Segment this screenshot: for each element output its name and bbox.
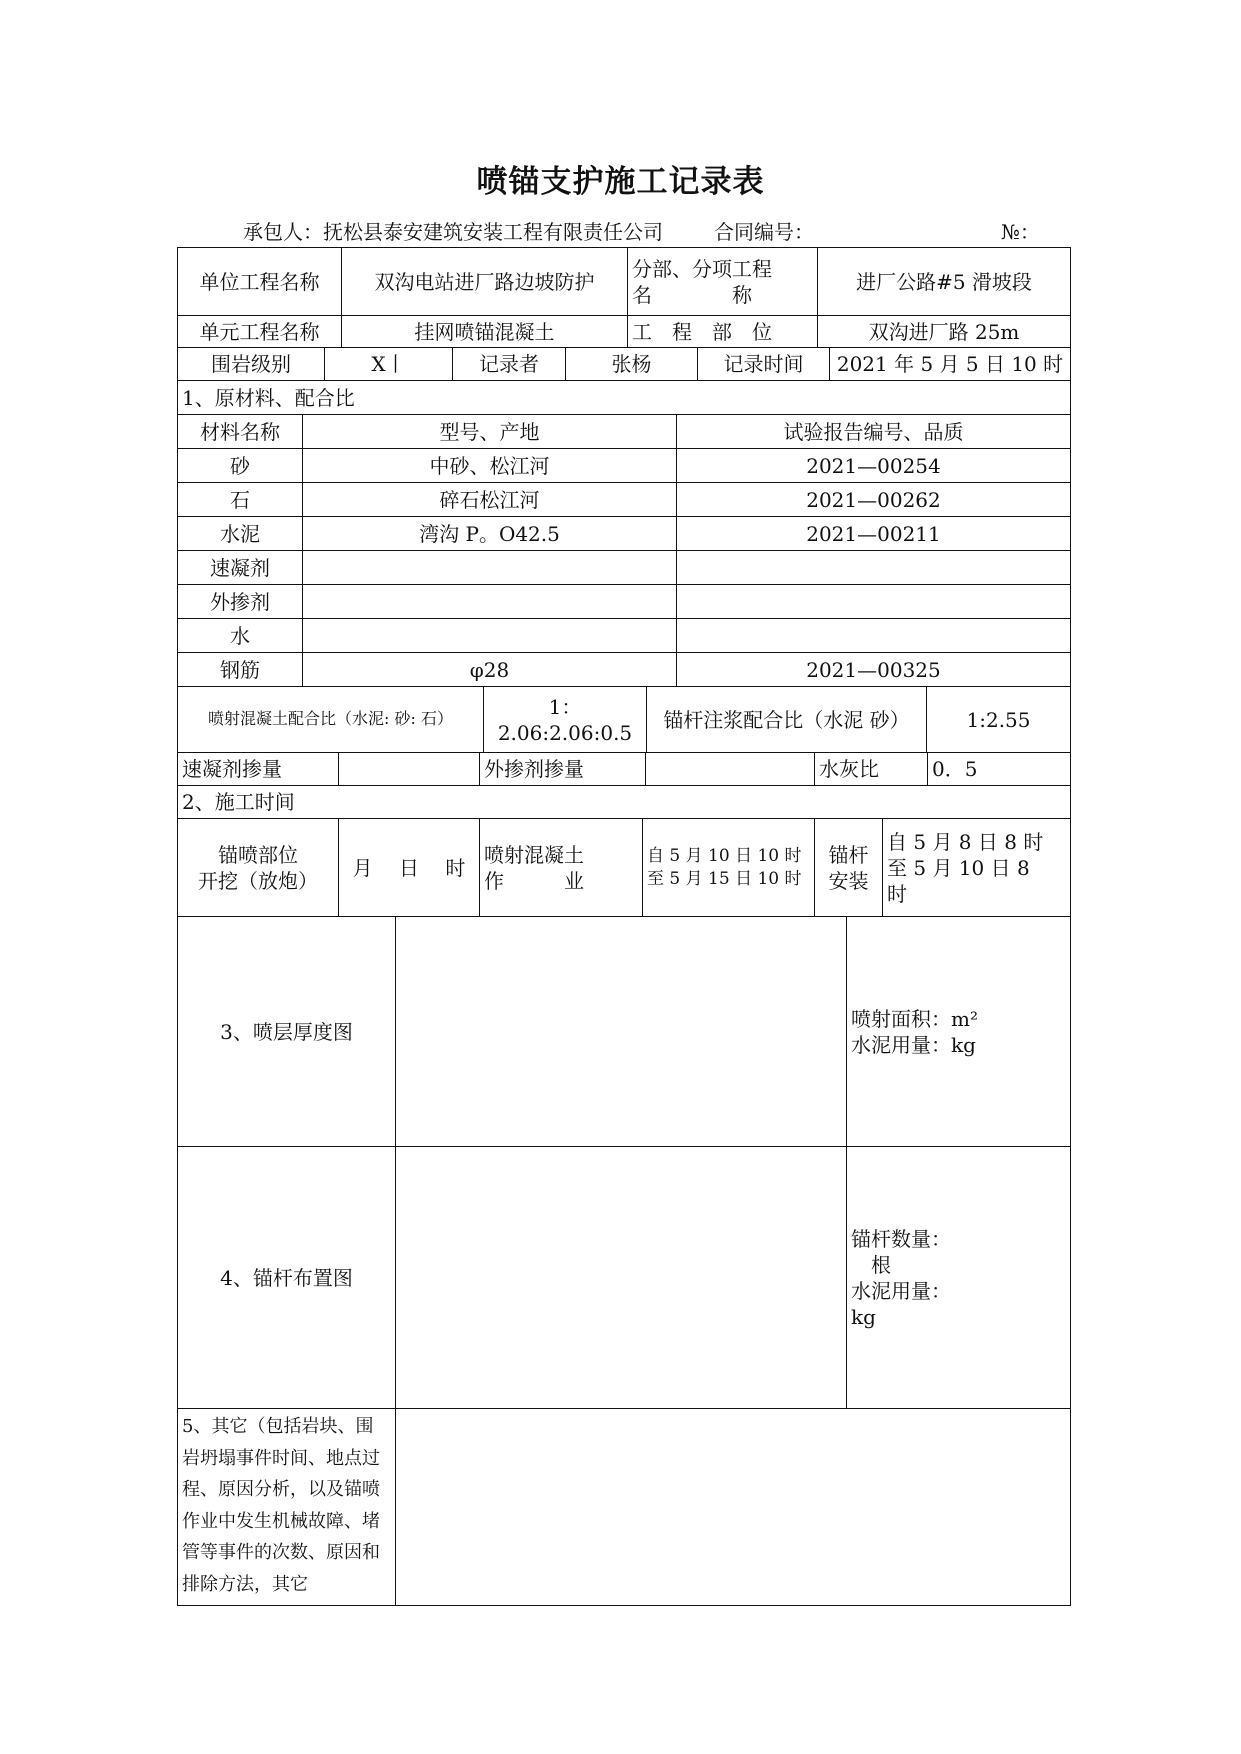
anchor-grout-label: 锚杆注浆配合比（水泥 砂）: [647, 687, 927, 753]
material-model: [303, 551, 677, 585]
element-project-label: 单元工程名称: [178, 316, 342, 348]
location-value: 双沟进厂路 25m: [818, 316, 1071, 348]
drawing-sections-table: [177, 916, 1071, 1606]
wc-ratio-value: 0．5: [928, 753, 1071, 786]
column-header: 试验报告编号、品质: [677, 415, 1071, 449]
shotcrete-work-label: 喷射混凝土 作 业: [480, 819, 643, 917]
section4-notes: [847, 1147, 1071, 1409]
location-label: 工 程 部 位: [628, 316, 818, 348]
table-row: [178, 449, 1071, 483]
section4-drawing-area: [396, 1147, 847, 1409]
shotcrete-ratio-label: 喷射混凝土配合比（水泥: 砂: 石）: [178, 687, 484, 753]
material-report: 2021—00325: [677, 653, 1071, 687]
material-report: [677, 619, 1071, 653]
contractor-label: 承包人：抚松县泰安建筑安装工程有限责任公司: [243, 220, 663, 244]
sub-project-label: 分部、分项工程 名 称: [628, 248, 818, 316]
wc-ratio-label: 水灰比: [815, 753, 928, 786]
recorder-label: 记录者: [453, 348, 566, 381]
dosage-table: [177, 752, 1071, 786]
admixture-value: [646, 753, 815, 786]
material-name: 砂: [178, 449, 303, 483]
project-info-table: [177, 247, 1071, 348]
page-title: 喷锚支护施工记录表: [476, 164, 765, 200]
section4-title: 4、锚杆布置图: [178, 1147, 396, 1409]
material-name: 外掺剂: [178, 585, 303, 619]
contract-number-label: 合同编号：: [714, 220, 814, 244]
table-row: [178, 619, 1071, 653]
table-row: [178, 653, 1071, 687]
section3-title: 3、喷层厚度图: [178, 917, 396, 1147]
material-report: [677, 585, 1071, 619]
material-model: 中砂、松江河: [303, 449, 677, 483]
table-row: [178, 585, 1071, 619]
form-number-label: №：: [1001, 220, 1040, 244]
table-row: [178, 483, 1071, 517]
time-section-title: 2、施工时间: [178, 786, 1071, 819]
sub-project-value: 进厂公路#5 滑坡段: [818, 248, 1071, 316]
unit-project-label: 单位工程名称: [178, 248, 342, 316]
excavation-label: 锚喷部位 开挖（放炮）: [178, 819, 339, 917]
table-row: [178, 517, 1071, 551]
rock-grade-label: 围岩级别: [178, 348, 325, 381]
material-model: φ28: [303, 653, 677, 687]
materials-header-row: [178, 415, 1071, 449]
section3-notes: [847, 917, 1071, 1147]
anchor-install-label: 锚杆 安装: [815, 819, 883, 917]
record-time-value: 2021 年 5 月 5 日 10 时: [830, 348, 1071, 381]
section4-row: [178, 1147, 1071, 1409]
materials-section-title: 1、原材料、配合比: [178, 381, 1071, 415]
rock-grade-row: [178, 348, 1071, 381]
material-name: 钢筋: [178, 653, 303, 687]
construction-time-table: [177, 785, 1071, 917]
anchor-cement-label: 水泥用量： kg: [851, 1278, 951, 1329]
unit-project-row: [178, 248, 1071, 316]
material-name: 石: [178, 483, 303, 517]
materials-table: [177, 380, 1071, 687]
section3-row: [178, 917, 1071, 1147]
material-report: [677, 551, 1071, 585]
shotcrete-work-value: 自 5 月 10 日 10 时 至 5 月 15 日 10 时: [643, 819, 815, 917]
column-header: 材料名称: [178, 415, 303, 449]
spray-area-label: 喷射面积：m²: [851, 1006, 978, 1031]
mix-ratio-row: [178, 687, 1071, 753]
element-project-row: [178, 316, 1071, 348]
record-time-label: 记录时间: [698, 348, 830, 381]
column-header: 型号、产地: [303, 415, 677, 449]
material-model: 湾沟 P。O42.5: [303, 517, 677, 551]
section3-drawing-area: [396, 917, 847, 1147]
mix-ratio-table: [177, 686, 1071, 753]
material-model: 碎石松江河: [303, 483, 677, 517]
material-report: 2021—00211: [677, 517, 1071, 551]
material-report: 2021—00262: [677, 483, 1071, 517]
anchor-count-label: 锚杆数量： 根: [851, 1226, 951, 1277]
section5-content-area: [396, 1409, 1071, 1606]
admixture-label: 外掺剂掺量: [480, 753, 646, 786]
excavation-value: 月 日 时: [339, 819, 480, 917]
material-report: 2021—00254: [677, 449, 1071, 483]
material-model: [303, 619, 677, 653]
time-row: [178, 819, 1071, 917]
recorder-value: 张杨: [566, 348, 698, 381]
section5-row: [178, 1409, 1071, 1606]
accelerator-label: 速凝剂掺量: [178, 753, 339, 786]
unit-project-value: 双沟电站进厂路边坡防护: [342, 248, 628, 316]
dosage-row: [178, 753, 1071, 786]
material-name: 水: [178, 619, 303, 653]
section5-title: 5、其它（包括岩块、围岩坍塌事件时间、地点过程、原因分析，以及锚喷作业中发生机械故障、堵管等事件的次数、原因和排除方法，其它: [178, 1409, 396, 1606]
material-name: 速凝剂: [178, 551, 303, 585]
table-row: [178, 551, 1071, 585]
element-project-value: 挂网喷锚混凝土: [342, 316, 628, 348]
anchor-grout-value: 1:2.55: [927, 687, 1071, 753]
material-name: 水泥: [178, 517, 303, 551]
material-model: [303, 585, 677, 619]
anchor-install-value: 自 5 月 8 日 8 时 至 5 月 10 日 8 时: [883, 819, 1071, 917]
accelerator-value: [339, 753, 480, 786]
shotcrete-ratio-value: 1： 2.06:2.06:0.5: [484, 687, 647, 753]
rock-grade-value: Ⅹ丨: [325, 348, 453, 381]
rock-grade-table: [177, 347, 1071, 381]
cement-usage-label: 水泥用量：kg: [851, 1032, 976, 1057]
